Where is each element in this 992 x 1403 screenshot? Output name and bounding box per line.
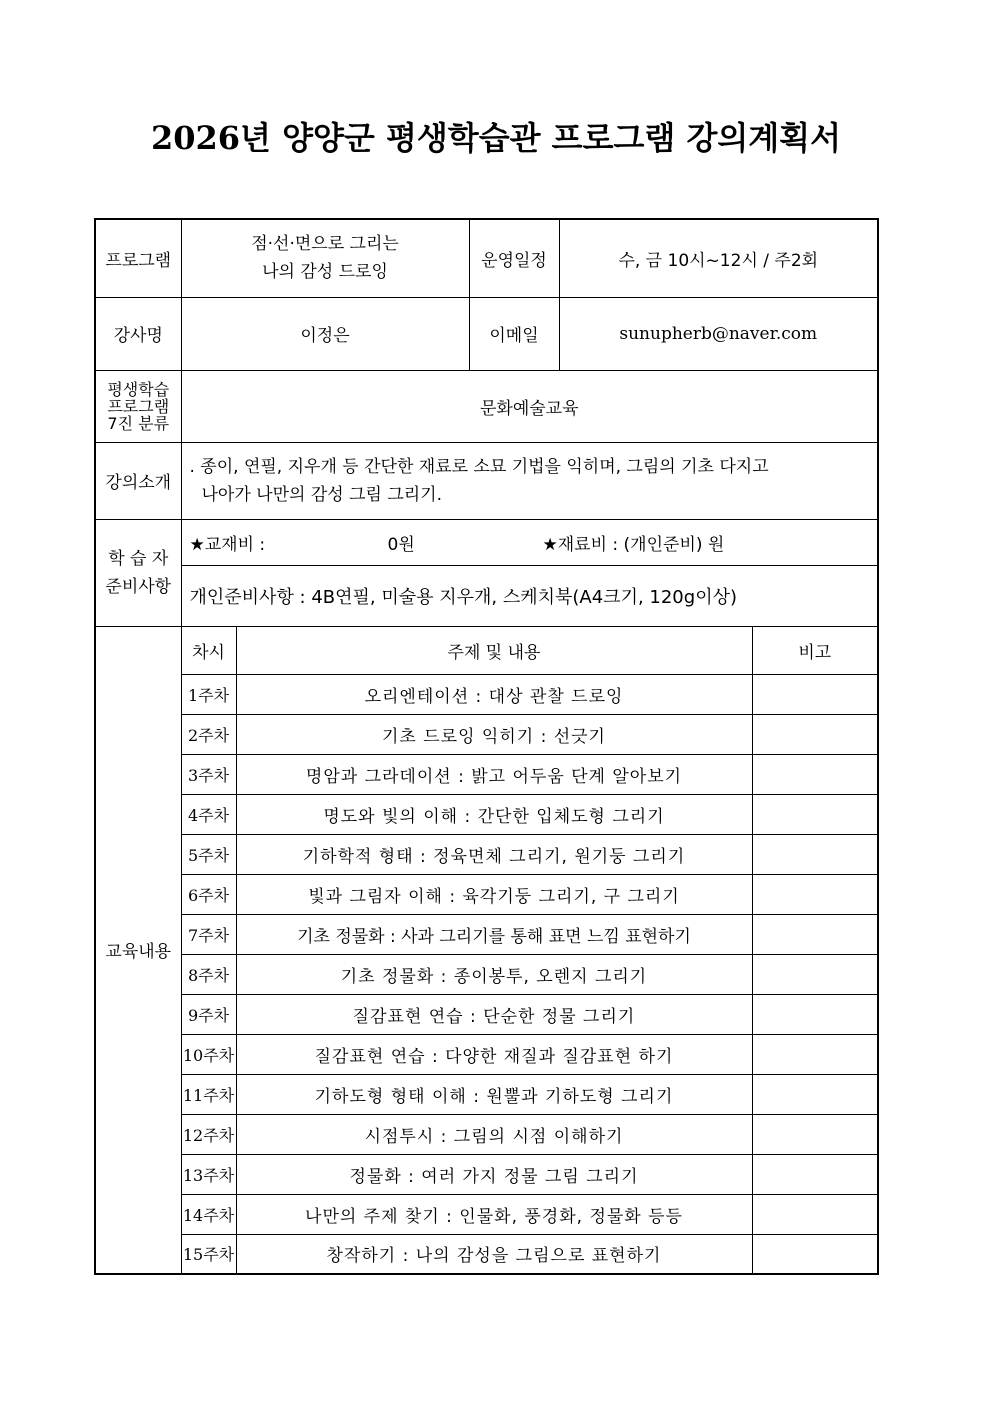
textbook-value: 0원 <box>387 534 415 555</box>
row-week: 13주차 <box>181 1154 236 1194</box>
header-content: 주제 및 내용 <box>236 626 752 674</box>
table-row <box>95 874 878 914</box>
header-week: 차시 <box>181 626 236 674</box>
row-week: 12주차 <box>181 1114 236 1154</box>
table-row <box>95 1114 878 1154</box>
row-week: 5주차 <box>181 834 236 874</box>
row-note <box>752 754 878 794</box>
row-content: 오리엔테이션 : 대상 관찰 드로잉 <box>236 674 752 714</box>
row-content: 명도와 빛의 이해 : 간단한 입체도형 그리기 <box>236 794 752 834</box>
row-week: 9주차 <box>181 994 236 1034</box>
row-note <box>752 1234 878 1274</box>
row-week: 4주차 <box>181 794 236 834</box>
prep-label-line2: 준비사항 <box>105 576 172 597</box>
row-note <box>752 954 878 994</box>
schedule-value: 수, 금 10시~12시 / 주2회 <box>559 219 878 297</box>
row-note <box>752 1034 878 1074</box>
row-note <box>752 674 878 714</box>
table-row <box>95 834 878 874</box>
row-week: 6주차 <box>181 874 236 914</box>
row-content: 명암과 그라데이션 : 밝고 어두움 단계 알아보기 <box>236 754 752 794</box>
row-note <box>752 994 878 1034</box>
row-note <box>752 1114 878 1154</box>
category-label <box>95 370 181 442</box>
row-week: 15주차 <box>181 1234 236 1274</box>
category-label-line2: 프로그램 <box>107 396 170 416</box>
row-content: 기초 정물화 : 사과 그리기를 통해 표면 느낌 표현하기 <box>236 914 752 954</box>
table-row <box>95 714 878 754</box>
row-note <box>752 834 878 874</box>
row-content: 질감표현 연습 : 다양한 재질과 질감표현 하기 <box>236 1034 752 1074</box>
instructor-value: 이정은 <box>181 297 469 370</box>
table-row <box>95 1194 878 1234</box>
intro-text <box>181 442 878 519</box>
table-row <box>95 1234 878 1274</box>
table-row <box>95 1034 878 1074</box>
row-content: 기하도형 형태 이해 : 원뿔과 기하도형 그리기 <box>236 1074 752 1114</box>
table-row <box>95 1074 878 1114</box>
category-value: 문화예술교육 <box>181 370 878 442</box>
cost-row <box>181 519 878 565</box>
table-row <box>95 994 878 1034</box>
intro-label: 강의소개 <box>95 442 181 519</box>
material-label: ★재료비 : (개인준비) 원 <box>542 534 725 555</box>
row-week: 11주차 <box>181 1074 236 1114</box>
row-note <box>752 1074 878 1114</box>
row-week: 3주차 <box>181 754 236 794</box>
prep-label-line1: 학 습 자 <box>108 548 169 569</box>
schedule-label: 운영일정 <box>469 219 559 297</box>
row-note <box>752 1154 878 1194</box>
lecture-plan-table <box>94 218 879 1275</box>
row-week: 14주차 <box>181 1194 236 1234</box>
program-name-line2: 나의 감성 드로잉 <box>262 262 388 283</box>
row-content: 기초 정물화 : 종이봉투, 오렌지 그리기 <box>236 954 752 994</box>
email-label: 이메일 <box>469 297 559 370</box>
row-week: 8주차 <box>181 954 236 994</box>
row-note <box>752 794 878 834</box>
row-note <box>752 914 878 954</box>
row-content: 기하학적 형태 : 정육면체 그리기, 원기둥 그리기 <box>236 834 752 874</box>
table-row <box>95 954 878 994</box>
program-name <box>181 219 469 297</box>
intro-line1: . 종이, 연필, 지우개 등 간단한 재료로 소묘 기법을 익히며, 그림의 기초 다지고 <box>189 456 769 477</box>
row-week: 7주차 <box>181 914 236 954</box>
row-content: 시점투시 : 그림의 시점 이해하기 <box>236 1114 752 1154</box>
table-row <box>95 674 878 714</box>
table-row <box>95 1154 878 1194</box>
row-content: 기초 드로잉 익히기 : 선긋기 <box>236 714 752 754</box>
row-content: 나만의 주제 찾기 : 인물화, 풍경화, 정물화 등등 <box>236 1194 752 1234</box>
header-note: 비고 <box>752 626 878 674</box>
textbook-label: ★교재비 : <box>189 534 266 555</box>
row-content: 정물화 : 여러 가지 정물 그림 그리기 <box>236 1154 752 1194</box>
row-note <box>752 714 878 754</box>
row-content: 질감표현 연습 : 단순한 정물 그리기 <box>236 994 752 1034</box>
row-week: 2주차 <box>181 714 236 754</box>
row-content: 창작하기 : 나의 감성을 그림으로 표현하기 <box>236 1234 752 1274</box>
intro-line2: 나아가 나만의 감성 그림 그리기. <box>201 484 443 505</box>
table-row <box>95 914 878 954</box>
curriculum-label: 교육내용 <box>95 626 181 1274</box>
personal-prep: 개인준비사항 : 4B연필, 미술용 지우개, 스케치북(A4크기, 120g이상) <box>181 565 878 626</box>
table-row <box>95 794 878 834</box>
category-label-line3: 7진 분류 <box>107 413 170 433</box>
row-note <box>752 1194 878 1234</box>
document-title: 2026년 양양군 평생학습관 프로그램 강의계획서 <box>150 119 842 157</box>
row-week: 10주차 <box>181 1034 236 1074</box>
program-label: 프로그램 <box>95 219 181 297</box>
row-week: 1주차 <box>181 674 236 714</box>
email-value: sunupherb@naver.com <box>559 297 878 370</box>
row-content: 빛과 그림자 이해 : 육각기둥 그리기, 구 그리기 <box>236 874 752 914</box>
prep-label <box>95 519 181 626</box>
table-row <box>95 754 878 794</box>
instructor-label: 강사명 <box>95 297 181 370</box>
category-label-line1: 평생학습 <box>107 379 170 399</box>
program-name-line1: 점·선·면으로 그리는 <box>251 234 399 255</box>
row-note <box>752 874 878 914</box>
